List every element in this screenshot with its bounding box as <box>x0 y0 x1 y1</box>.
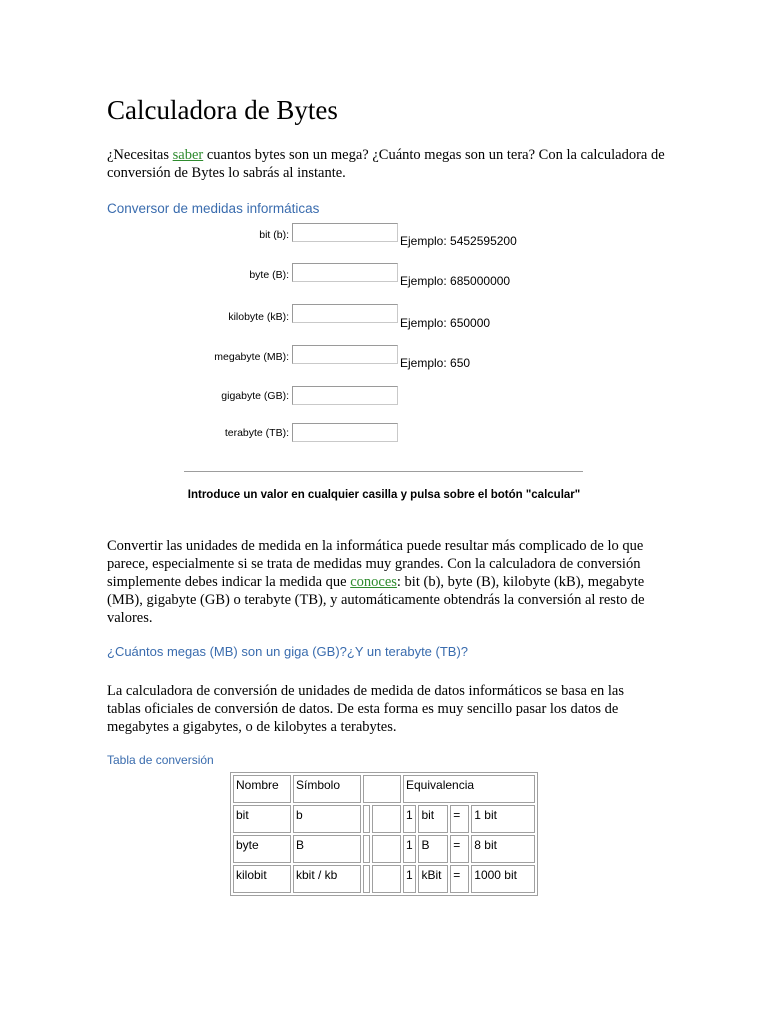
byte-input[interactable] <box>292 263 398 282</box>
bit-input[interactable] <box>292 223 398 242</box>
body1-text-end: : bit (b), byte (B), kilobyte (kB), megabyte (MB), gigabyte (GB) o terabyte (TB), y automáticamente obtendrás la conversión al resto de valores. <box>107 574 645 626</box>
cell-eq: = <box>450 805 469 833</box>
saber-link[interactable]: saber <box>172 147 204 163</box>
cell-value: 8 bit <box>471 835 535 863</box>
cell-eq: = <box>450 865 469 893</box>
cell-symbol: kbit / kb <box>293 865 361 893</box>
cell-qty: 1 <box>403 835 416 863</box>
cell-spacer <box>372 865 401 893</box>
cell-value: 1000 bit <box>471 865 535 893</box>
megabyte-label: megabyte (MB): <box>214 351 289 363</box>
bit-example: Ejemplo: 5452595200 <box>400 234 517 248</box>
body-paragraph-1 <box>107 537 647 627</box>
cell-qty: 1 <box>403 805 416 833</box>
header-equivalence: Equivalencia <box>403 775 535 803</box>
megabyte-input[interactable] <box>292 345 398 364</box>
conoces-link[interactable]: conoces <box>350 574 397 590</box>
intro-text-end: cuantos bytes son un mega? ¿Cuánto megas son un tera? Con la calculadora de conversión de Bytes lo sabrás al instante. <box>107 147 665 181</box>
intro-text-start: ¿Necesitas <box>107 147 173 163</box>
cell-name: byte <box>233 835 291 863</box>
cell-spacer <box>372 805 401 833</box>
gigabyte-input[interactable] <box>292 386 398 405</box>
cell-name: kilobit <box>233 865 291 893</box>
converter-heading: Conversor de medidas informáticas <box>107 201 320 216</box>
table-row <box>233 805 535 833</box>
question-heading: ¿Cuántos megas (MB) son un giga (GB)?¿Y un terabyte (TB)? <box>107 644 469 659</box>
cell-spacer <box>363 865 370 893</box>
conversion-table <box>230 772 538 896</box>
gigabyte-label: gigabyte (GB): <box>221 390 289 402</box>
cell-spacer <box>363 805 370 833</box>
kilobyte-label: kilobyte (kB): <box>228 311 289 323</box>
table-row <box>233 865 535 893</box>
terabyte-input[interactable] <box>292 423 398 442</box>
byte-label: byte (B): <box>249 269 289 281</box>
cell-symbol: b <box>293 805 361 833</box>
byte-example: Ejemplo: 685000000 <box>400 274 511 288</box>
megabyte-example: Ejemplo: 650 <box>400 356 471 370</box>
cell-unit: bit <box>418 805 448 833</box>
cell-qty: 1 <box>403 865 416 893</box>
cell-name: bit <box>233 805 291 833</box>
cell-spacer <box>363 835 370 863</box>
divider <box>184 471 583 472</box>
body1-text-start: Convertir las unidades de medida en la informática puede resultar más complicado de lo que parece, especialmente si se trata de medidas muy grandes. Con la calculadora de conversión simplemente debes indicar la medida que <box>107 538 644 590</box>
cell-eq: = <box>450 835 469 863</box>
cell-unit: kBit <box>418 865 448 893</box>
instruction-text: Introduce un valor en cualquier casilla y pulsa sobre el botón "calcular" <box>187 489 581 501</box>
cell-unit: B <box>418 835 448 863</box>
kilobyte-example: Ejemplo: 650000 <box>400 316 491 330</box>
page-title: Calculadora de Bytes <box>107 95 338 125</box>
table-heading: Tabla de conversión <box>107 753 214 767</box>
cell-symbol: B <box>293 835 361 863</box>
kilobyte-input[interactable] <box>292 304 398 323</box>
table-header-row <box>233 775 535 803</box>
header-name: Nombre <box>233 775 291 803</box>
header-symbol: Símbolo <box>293 775 361 803</box>
bit-label: bit (b): <box>259 229 289 241</box>
intro-paragraph <box>107 146 667 182</box>
cell-spacer <box>372 835 401 863</box>
terabyte-label: terabyte (TB): <box>224 427 289 439</box>
body-paragraph-2: La calculadora de conversión de unidades de medida de datos informáticos se basa en las tablas oficiales de conversión de datos. De esta forma es muy sencillo pasar los datos de megabytes a gigabytes, o de kilobytes a terabytes. <box>107 683 624 735</box>
cell-value: 1 bit <box>471 805 535 833</box>
table-row <box>233 835 535 863</box>
header-spacer <box>363 775 401 803</box>
